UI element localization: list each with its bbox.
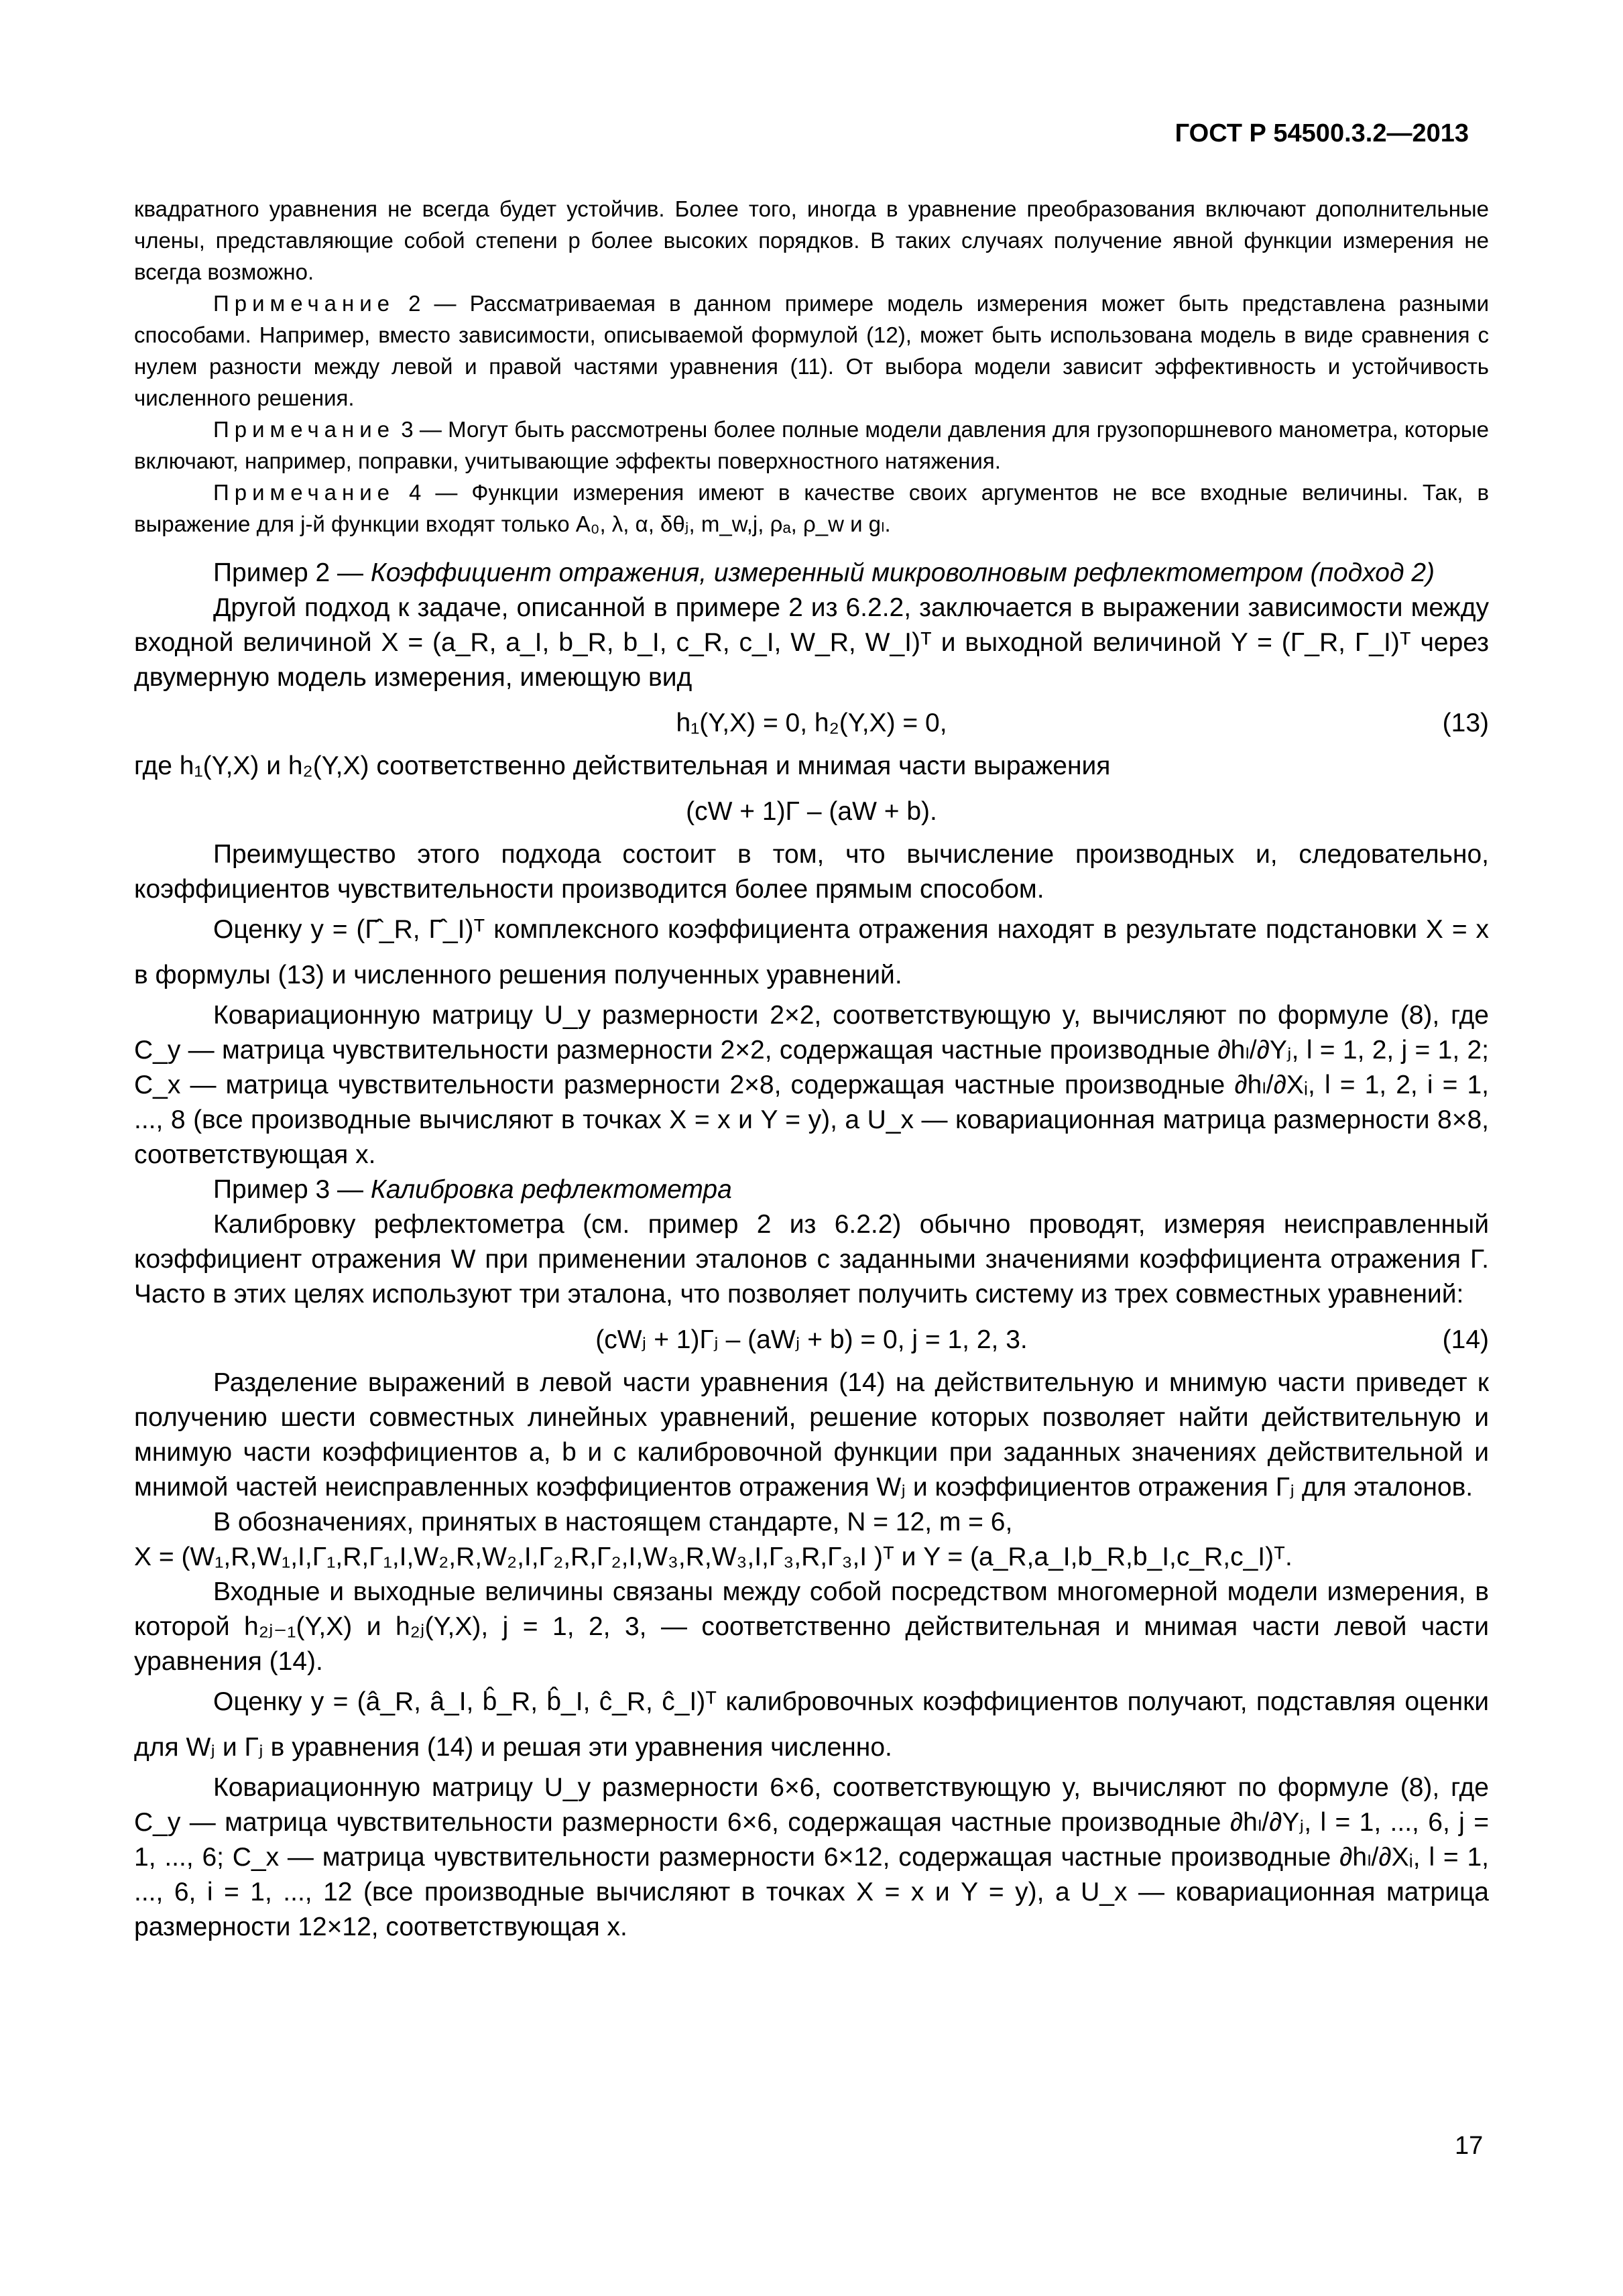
note-3 [134,414,1489,477]
note-4 [134,477,1489,540]
paragraph-notation: В обозначениях, принятых в настоящем стандарте, N = 12, m = 6, [213,1508,1013,1536]
equation-13-body: h₁(Y,X) = 0, h₂(Y,X) = 0, [676,709,947,737]
paragraph-vectors: X = (W₁,R,W₁,I,Γ₁,R,Γ₁,I,W₂,R,W₂,I,Γ₂,R,Γ₂,I,W₃,R,W₃,I,Γ₃,R,Γ₃,I )ᵀ и Y = (a_R,a_I,b_R,b_I,c_R,c_I)ᵀ. [134,1543,1293,1571]
paragraph-calibration: Калибровку рефлектометра (см. пример 2 из 6.2.2) обычно проводят, измеряя неисправленный коэффициент отражения W при применении эталонов с заданными значениями коэффициента отражения Γ. Часто в этих целях используют три эталона, что позволяет получить систему из трех совместных уравнений: [134,1210,1489,1309]
standard-code: ГОСТ Р 54500.3.2—2013 [1175,119,1469,147]
note-text: 3 — Могут быть рассмотрены более полные модели давления для грузопоршневого манометра, которые включают, например, поправки, учитывающие эффекты поверхностного натяжения. [134,417,1489,473]
note-label: Примечание [213,291,396,316]
example-title: Коэффициент отражения, измеренный микроволновым рефлектометром (подход 2) [370,558,1435,587]
paragraph-covariance-1: Ковариационную матрицу U_y размерности 2×2, соответствующую y, вычисляют по формуле (8), где C_y — матрица чувствительности размерности 2×2, содержащая частные производные ∂hₗ/∂Yⱼ, l = 1, 2, j = 1, 2; C_x — матрица чувствительности размерности 2×8, содержащая частные производные ∂hₗ/∂Xᵢ, l = 1, 2, i = 1, ..., 8 (все производные вычисляют в точках X = x и Y = y), а U_x — ковариационная матрица размерности 8×8, соответствующая x. [134,1001,1489,1169]
equation-14-body: (cWⱼ + 1)Γⱼ – (aWⱼ + b) = 0, j = 1, 2, 3. [595,1325,1028,1354]
paragraph-estimate-2: Оценку y = (â_R, â_I, b̂_R, b̂_I, ĉ_R, ĉ_I)ᵀ калибровочных коэффициентов получают, подставляя оценки для Wⱼ и Γⱼ в уравнения (14) и решая эти уравнения численно. [134,1687,1489,1762]
paragraph-other-approach: Другой подход к задаче, описанной в примере 2 из 6.2.2, заключается в выражении зависимости между входной величиной X = (a_R, a_I, b_R, b_I, c_R, c_I, W_R, W_I)ᵀ и выходной величиной Y = (Γ_R, Γ_I)ᵀ через двумерную модель измерения, имеющую вид [134,593,1489,692]
equation-14 [134,1319,1489,1362]
paragraph-separation: Разделение выражений в левой части уравнения (14) на действительную и мнимую части приведет к получению шести совместных линейных уравнений, решение которых позволяет найти действительную и мнимую части коэффициентов a, b и c калибровочной функции при заданных значениях действительной и мнимой частей неисправленных коэффициентов отражения Wⱼ и коэффициентов отражения Γⱼ для эталонов. [134,1368,1489,1502]
paragraph-where: где h₁(Y,X) и h₂(Y,X) соответственно действительная и мнимая части выражения [134,751,1111,780]
note-text: 2 — Рассматриваемая в данном примере модель измерения может быть представлена разными способами. Например, вместо зависимости, описываемой формулой (12), может быть использована модель в виде сравнения с нулем разности между левой и правой частями уравнения (11). От выбора модели зависит эффективность и устойчивость численного решения. [134,291,1489,410]
example-2-heading [134,556,1489,591]
equation-13 [134,702,1489,745]
equation-14-number: (14) [1442,1325,1489,1354]
note-2 [134,288,1489,414]
paragraph-estimate-1: Оценку y = (Γ̂_R, Γ̂_I)ᵀ комплексного коэффициента отражения находят в результате подстановки X = x в формулы (13) и численного решения полученных уравнений. [134,915,1489,989]
equation-expression-body: (cW + 1)Γ – (aW + b). [686,797,937,826]
equation-13-number: (13) [1442,709,1489,737]
paragraph-covariance-2: Ковариационную матрицу U_y размерности 6×6, соответствующую y, вычисляют по формуле (8), где C_y — матрица чувствительности размерности 6×6, содержащая частные производные ∂hₗ/∂Yⱼ, l = 1, ..., 6, j = 1, ..., 6; C_x — матрица чувствительности размерности 6×12, содержащая частные производные ∂hₗ/∂Xᵢ, l = 1, ..., 6, i = 1, ..., 12 (все производные вычисляют в точках X = x и Y = y), а U_x — ковариационная матрица размерности 12×12, соответствующая x. [134,1773,1489,1941]
note-label: Примечание [213,480,396,505]
example-3-heading [134,1172,1489,1207]
paragraph-input-output: Входные и выходные величины связаны между собой посредством многомерной модели измерения, в которой h₂ⱼ₋₁(Y,X) и h₂ⱼ(Y,X), j = 1, 2, 3, — соответственно действительная и мнимая части левой части уравнения (14). [134,1577,1489,1676]
example-prefix: Пример 3 — [213,1175,371,1204]
paragraph-quadratic: квадратного уравнения не всегда будет устойчив. Более того, иногда в уравнение преобразования включают дополнительные члены, представляющие собой степени p более высоких порядков. В таких случаях получение явной функции измерения не всегда возможно. [134,196,1489,284]
page-body [134,193,1489,1945]
example-title: Калибровка рефлектометра [370,1175,732,1204]
page-number: 17 [1455,2132,1484,2160]
note-label: Примечание [213,417,396,442]
example-prefix: Пример 2 — [213,558,371,587]
note-text: 4 — Функции измерения имеют в качестве своих аргументов не все входные величины. Так, в выражение для j-й функции входят только A₀, λ, α, δθⱼ, m_w,j, ρₐ, ρ_w и gₗ. [134,480,1489,536]
equation-expression [134,790,1489,833]
paragraph-advantage: Преимущество этого подхода состоит в том, что вычисление производных и, следовательно, коэффициентов чувствительности производится более прямым способом. [134,840,1489,904]
